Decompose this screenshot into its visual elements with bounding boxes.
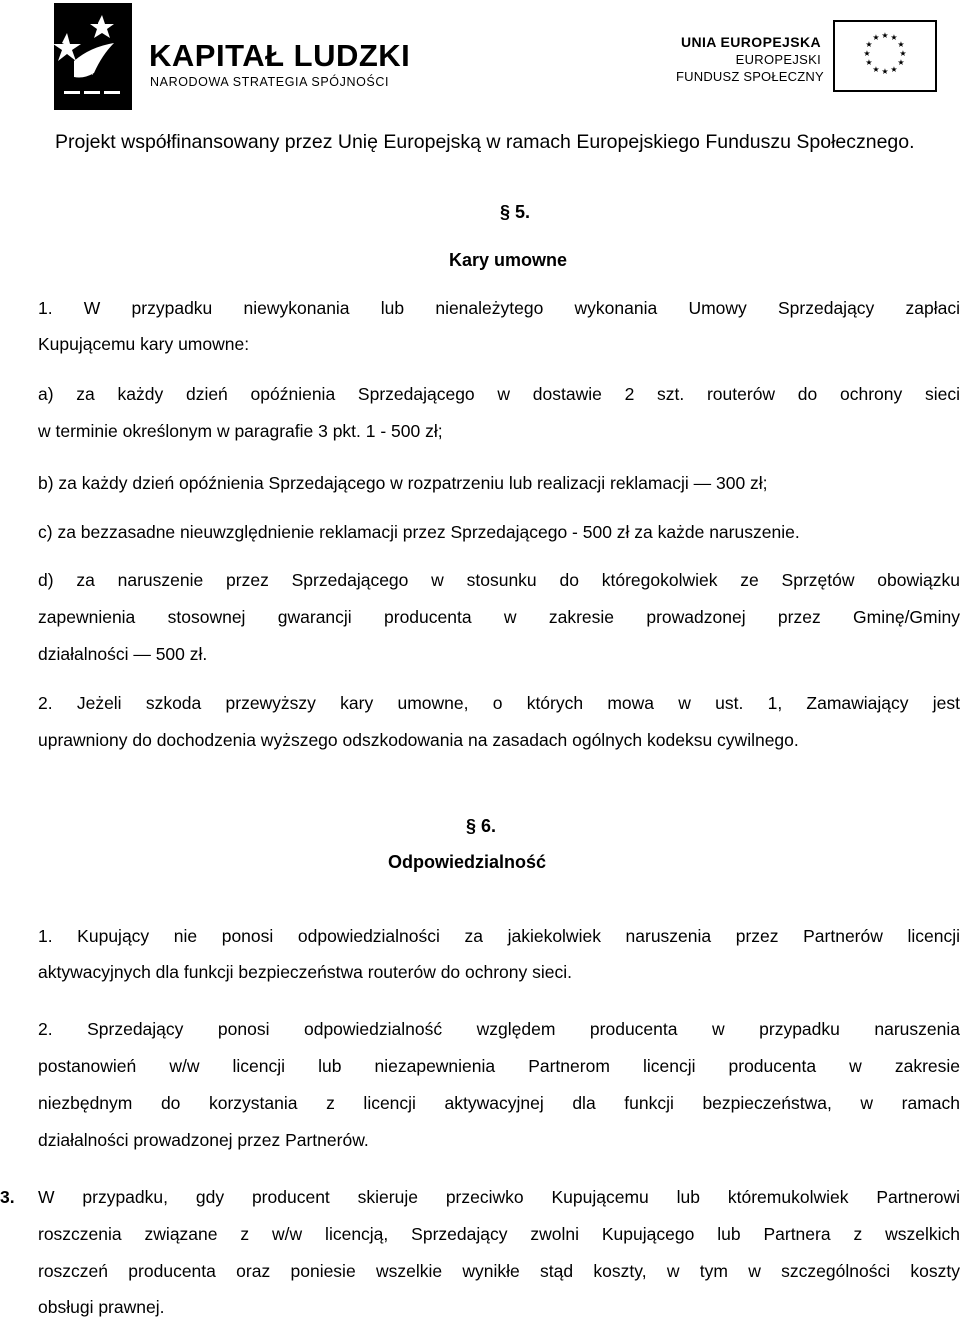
s6-para-3-line-1: W przypadku, gdy producent skieruje przeciwko Kupującemu lub któremukolwiek Partnerowi [38, 1187, 960, 1207]
s5-item-d-line-1: d) za naruszenie przez Sprzedającego w stosunku do któregokolwiek ze Sprzętów obowiązku [38, 570, 960, 590]
kapital-ludzki-subtitle: NARODOWA STRATEGIA SPÓJNOŚCI [150, 75, 390, 89]
kapital-ludzki-title: KAPITAŁ LUDZKI [149, 38, 411, 73]
svg-text:★: ★ [897, 40, 905, 49]
svg-text:★: ★ [881, 31, 889, 40]
s5-para-1-line-1: 1. W przypadku niewykonania lub nienależytego wykonania Umowy Sprzedający zapłaci [38, 298, 960, 318]
eu-line-2: EUROPEJSKI [735, 52, 821, 67]
svg-text:★: ★ [865, 58, 873, 67]
eu-line-3: FUNDUSZ SPOŁECZNY [676, 69, 824, 84]
svg-text:★: ★ [872, 65, 880, 74]
svg-text:★: ★ [863, 49, 871, 58]
s6-para-2-line-1: 2. Sprzedający ponosi odpowiedzialność względem producenta w przypadku naruszenia [38, 1019, 960, 1039]
cofinancing-statement: Projekt współfinansowany przez Unię Europejską w ramach Europejskiego Funduszu Społecznego. [55, 131, 915, 153]
s5-item-a-line-2: w terminie określonym w paragrafie 3 pkt. 1 - 500 zł; [38, 421, 443, 441]
section-6-heading: § 6. [466, 816, 497, 836]
s5-para-2-line-2: uprawniony do dochodzenia wyższego odszkodowania na zasadach ogólnych kodeksu cywilnego. [38, 730, 799, 750]
svg-text:★: ★ [872, 33, 880, 42]
kapital-ludzki-logo-icon [54, 3, 132, 110]
s6-para-2-line-2: postanowień w/w licencji lub niezapewnienia Partnerom licencji producenta w zakresie [38, 1056, 960, 1076]
svg-text:★: ★ [899, 49, 907, 58]
section-5-heading: § 5. [500, 202, 531, 222]
section-5-title: Kary umowne [449, 250, 568, 270]
s6-para-1-line-2: aktywacyjnych dla funkcji bezpieczeństwa routerów do ochrony sieci. [38, 962, 573, 982]
s6-para-1-line-1: 1. Kupujący nie ponosi odpowiedzialności za jakiekolwiek naruszenia przez Partnerów licencji [38, 926, 960, 946]
s5-item-d-line-2: zapewnienia stosownej gwarancji producenta w zakresie prowadzonej przez Gminę/Gminy [38, 607, 960, 627]
s6-para-3-line-2: roszczenia związane z w/w licencją, Sprzedający zwolni Kupującego lub Partnera z wszelkich [38, 1224, 960, 1244]
s5-item-a-line-1: a) za każdy dzień opóźnienia Sprzedającego w dostawie 2 szt. routerów do ochrony sieci [38, 384, 960, 404]
s5-para-2-line-1: 2. Jeżeli szkoda przewyższy kary umowne, o których mowa w ust. 1, Zamawiający jest [38, 693, 960, 713]
s5-para-1-line-2: Kupującemu kary umowne: [38, 334, 250, 354]
eu-flag-icon [833, 20, 937, 92]
s6-para-2-line-4: działalności prowadzonej przez Partnerów. [38, 1130, 369, 1150]
s5-item-b: b) za każdy dzień opóźnienia Sprzedającego w rozpatrzeniu lub realizacji reklamacji — 300 zł; [38, 473, 768, 493]
section-6-title: Odpowiedzialność [388, 852, 547, 872]
s5-item-d-line-3: działalności — 500 zł. [38, 644, 208, 664]
document-header [0, 0, 960, 170]
svg-text:★: ★ [865, 40, 873, 49]
eu-logo-text [676, 34, 824, 84]
svg-text:★: ★ [897, 58, 905, 67]
svg-text:★: ★ [890, 33, 898, 42]
s6-para-3-line-3: roszczeń producenta oraz poniesie wszelkie wynikłe stąd koszty, w tym w szczególności koszty [38, 1261, 960, 1281]
s6-para-2-line-3: niezbędnym do korzystania z licencji aktywacyjnej dla funkcji bezpieczeństwa, w ramach [38, 1093, 960, 1113]
s6-para-3-line-4: obsługi prawnej. [38, 1297, 165, 1317]
eu-line-1: UNIA EUROPEJSKA [680, 34, 821, 50]
svg-text:★: ★ [890, 65, 898, 74]
s5-item-c: c) za bezzasadne nieuwzględnienie reklamacji przez Sprzedającego - 500 zł za każde naruszenie. [38, 522, 800, 542]
svg-text:★: ★ [881, 67, 889, 76]
s6-para-3-number: 3. [0, 1187, 15, 1207]
